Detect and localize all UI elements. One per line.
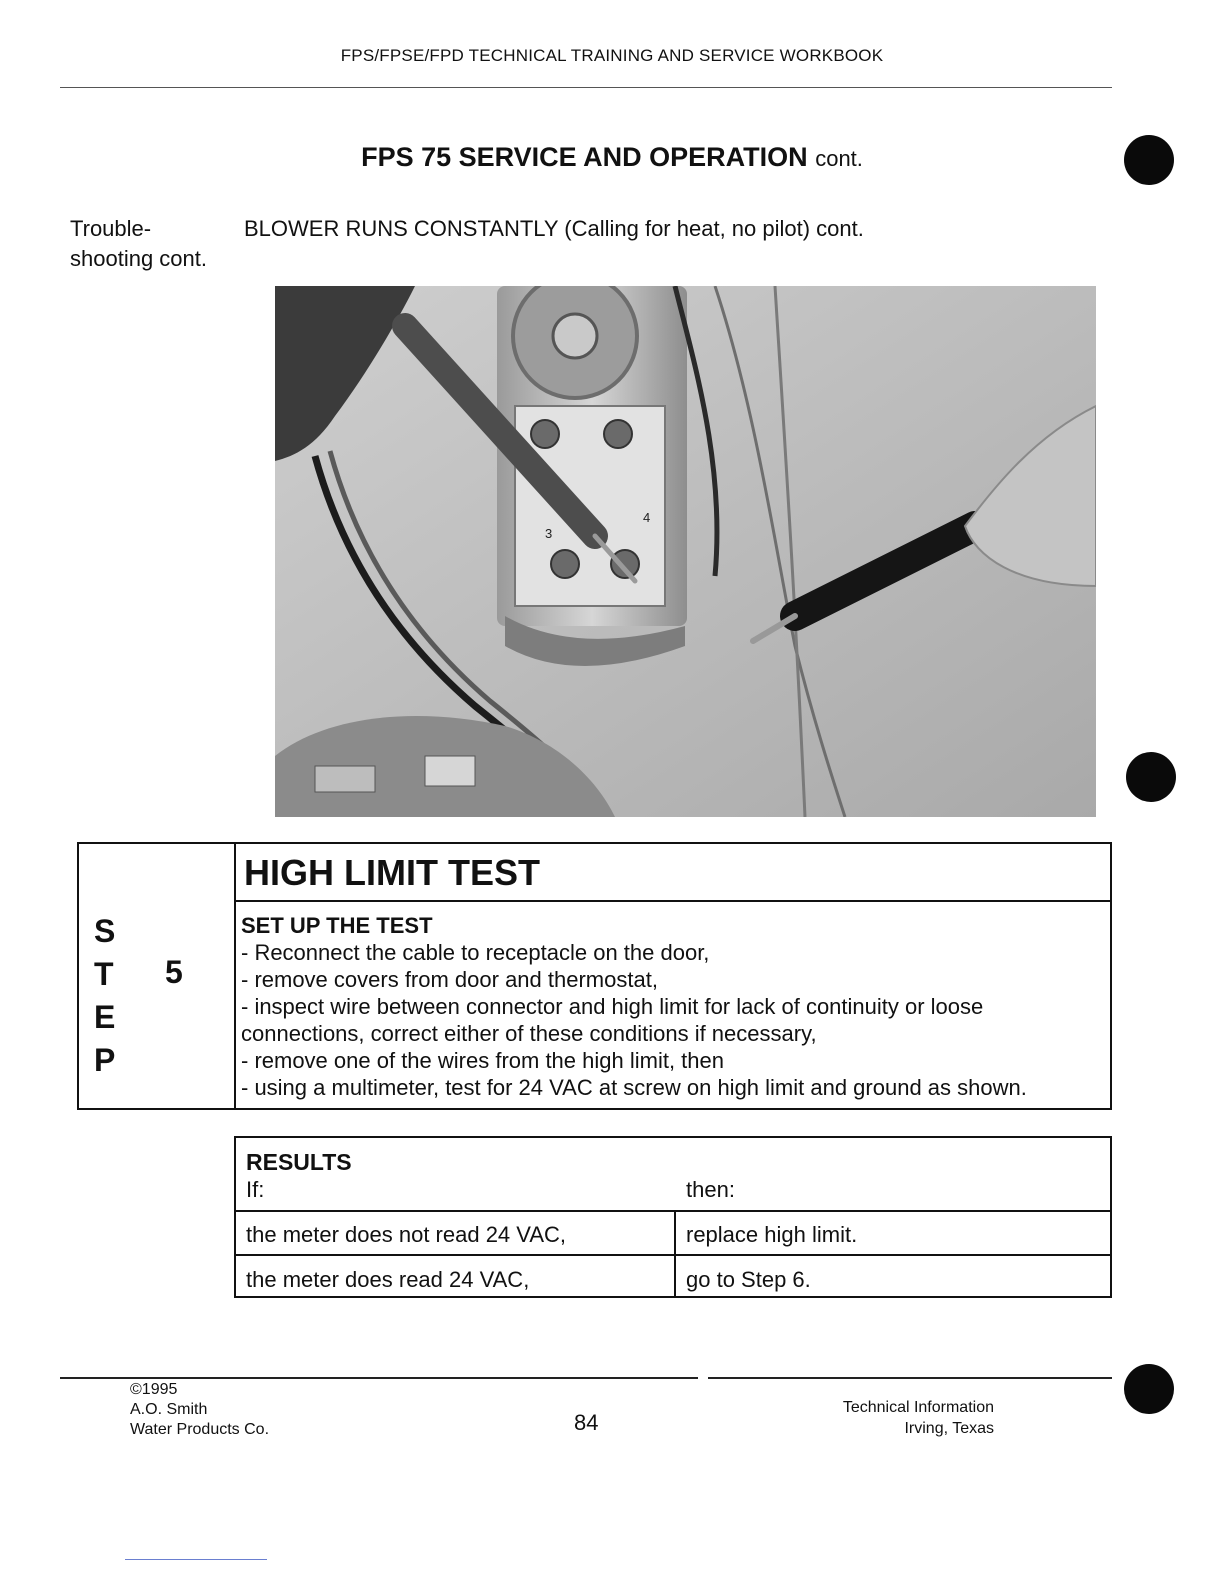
setup-instructions bbox=[241, 912, 1105, 1101]
results-action-cell: go to Step 6. bbox=[686, 1267, 811, 1292]
results-condition-cell: the meter does read 24 VAC, bbox=[246, 1267, 530, 1292]
setup-line: - remove covers from door and thermostat, bbox=[241, 967, 658, 992]
footer-right bbox=[843, 1397, 994, 1439]
results-row-rule bbox=[234, 1254, 1112, 1256]
footer-rule bbox=[60, 1377, 698, 1379]
footer-company-line2: Water Products Co. bbox=[130, 1421, 270, 1438]
header-title: FPS/FPSE/FPD TECHNICAL TRAINING AND SERVICE WORKBOOK bbox=[340, 46, 884, 65]
board-component-2 bbox=[425, 756, 475, 786]
terminal-screw-1 bbox=[531, 420, 559, 448]
step-letter: E bbox=[94, 999, 116, 1035]
footer-company-line1: A.O. Smith bbox=[130, 1401, 208, 1418]
side-label-line1: Trouble- bbox=[70, 216, 152, 241]
setup-line: - Reconnect the cable to receptacle on the door, bbox=[241, 940, 710, 965]
setup-line: - using a multimeter, test for 24 VAC at screw on high limit and ground as shown. bbox=[241, 1075, 1027, 1100]
results-title: RESULTS bbox=[246, 1149, 352, 1175]
step-letter: T bbox=[94, 956, 114, 992]
photo-illustration bbox=[275, 286, 1096, 817]
section-title-text: FPS 75 SERVICE AND OPERATION bbox=[361, 142, 808, 172]
step-letter: P bbox=[94, 1042, 116, 1078]
results-action-cell: replace high limit. bbox=[686, 1222, 858, 1247]
setup-line: - remove one of the wires from the high limit, then bbox=[241, 1048, 724, 1073]
step-number: 5 bbox=[165, 954, 183, 990]
footer-location: Irving, Texas bbox=[904, 1420, 994, 1437]
step-letters bbox=[94, 910, 115, 1082]
bottom-link-rule bbox=[125, 1559, 267, 1560]
page-number: 84 bbox=[574, 1410, 599, 1435]
multimeter-test-photo bbox=[275, 286, 1096, 817]
results-then-label: then: bbox=[686, 1177, 735, 1202]
terminal-label-3: 3 bbox=[545, 526, 553, 541]
dial-center bbox=[553, 314, 597, 358]
setup-line: connections, correct either of these conditions if necessary, bbox=[241, 1021, 817, 1046]
step-heading-rule bbox=[234, 900, 1112, 902]
step-heading: HIGH LIMIT TEST bbox=[244, 852, 540, 893]
step-letter: S bbox=[94, 913, 116, 949]
terminal-screw-2 bbox=[604, 420, 632, 448]
terminal-screw-3 bbox=[551, 550, 579, 578]
results-if-label: If: bbox=[246, 1177, 265, 1202]
step-divider bbox=[234, 842, 236, 1110]
results-condition-cell: the meter does not read 24 VAC, bbox=[246, 1222, 566, 1247]
footer-left bbox=[130, 1380, 269, 1440]
board-component-1 bbox=[315, 766, 375, 792]
punch-hole-bottom bbox=[1124, 1364, 1174, 1414]
section-title-suffix: cont. bbox=[815, 146, 863, 171]
footer-copyright: ©1995 bbox=[130, 1381, 178, 1398]
footer-rule bbox=[708, 1377, 1112, 1379]
setup-subheading: SET UP THE TEST bbox=[241, 913, 433, 938]
setup-line: - inspect wire between connector and high limit for lack of continuity or loose bbox=[241, 994, 984, 1019]
side-label-line2: shooting cont. bbox=[70, 246, 207, 271]
footer-dept: Technical Information bbox=[842, 1399, 994, 1416]
results-column-rule bbox=[674, 1210, 676, 1298]
terminal-screw-4 bbox=[611, 550, 639, 578]
punch-hole-middle bbox=[1126, 752, 1176, 802]
side-label bbox=[70, 214, 207, 274]
problem-title: BLOWER RUNS CONSTANTLY (Calling for heat, no pilot) cont. bbox=[244, 216, 864, 241]
section-title bbox=[0, 142, 1224, 173]
results-row-rule bbox=[234, 1210, 1112, 1212]
terminal-label-4: 4 bbox=[643, 510, 651, 525]
header-rule bbox=[60, 87, 1112, 88]
